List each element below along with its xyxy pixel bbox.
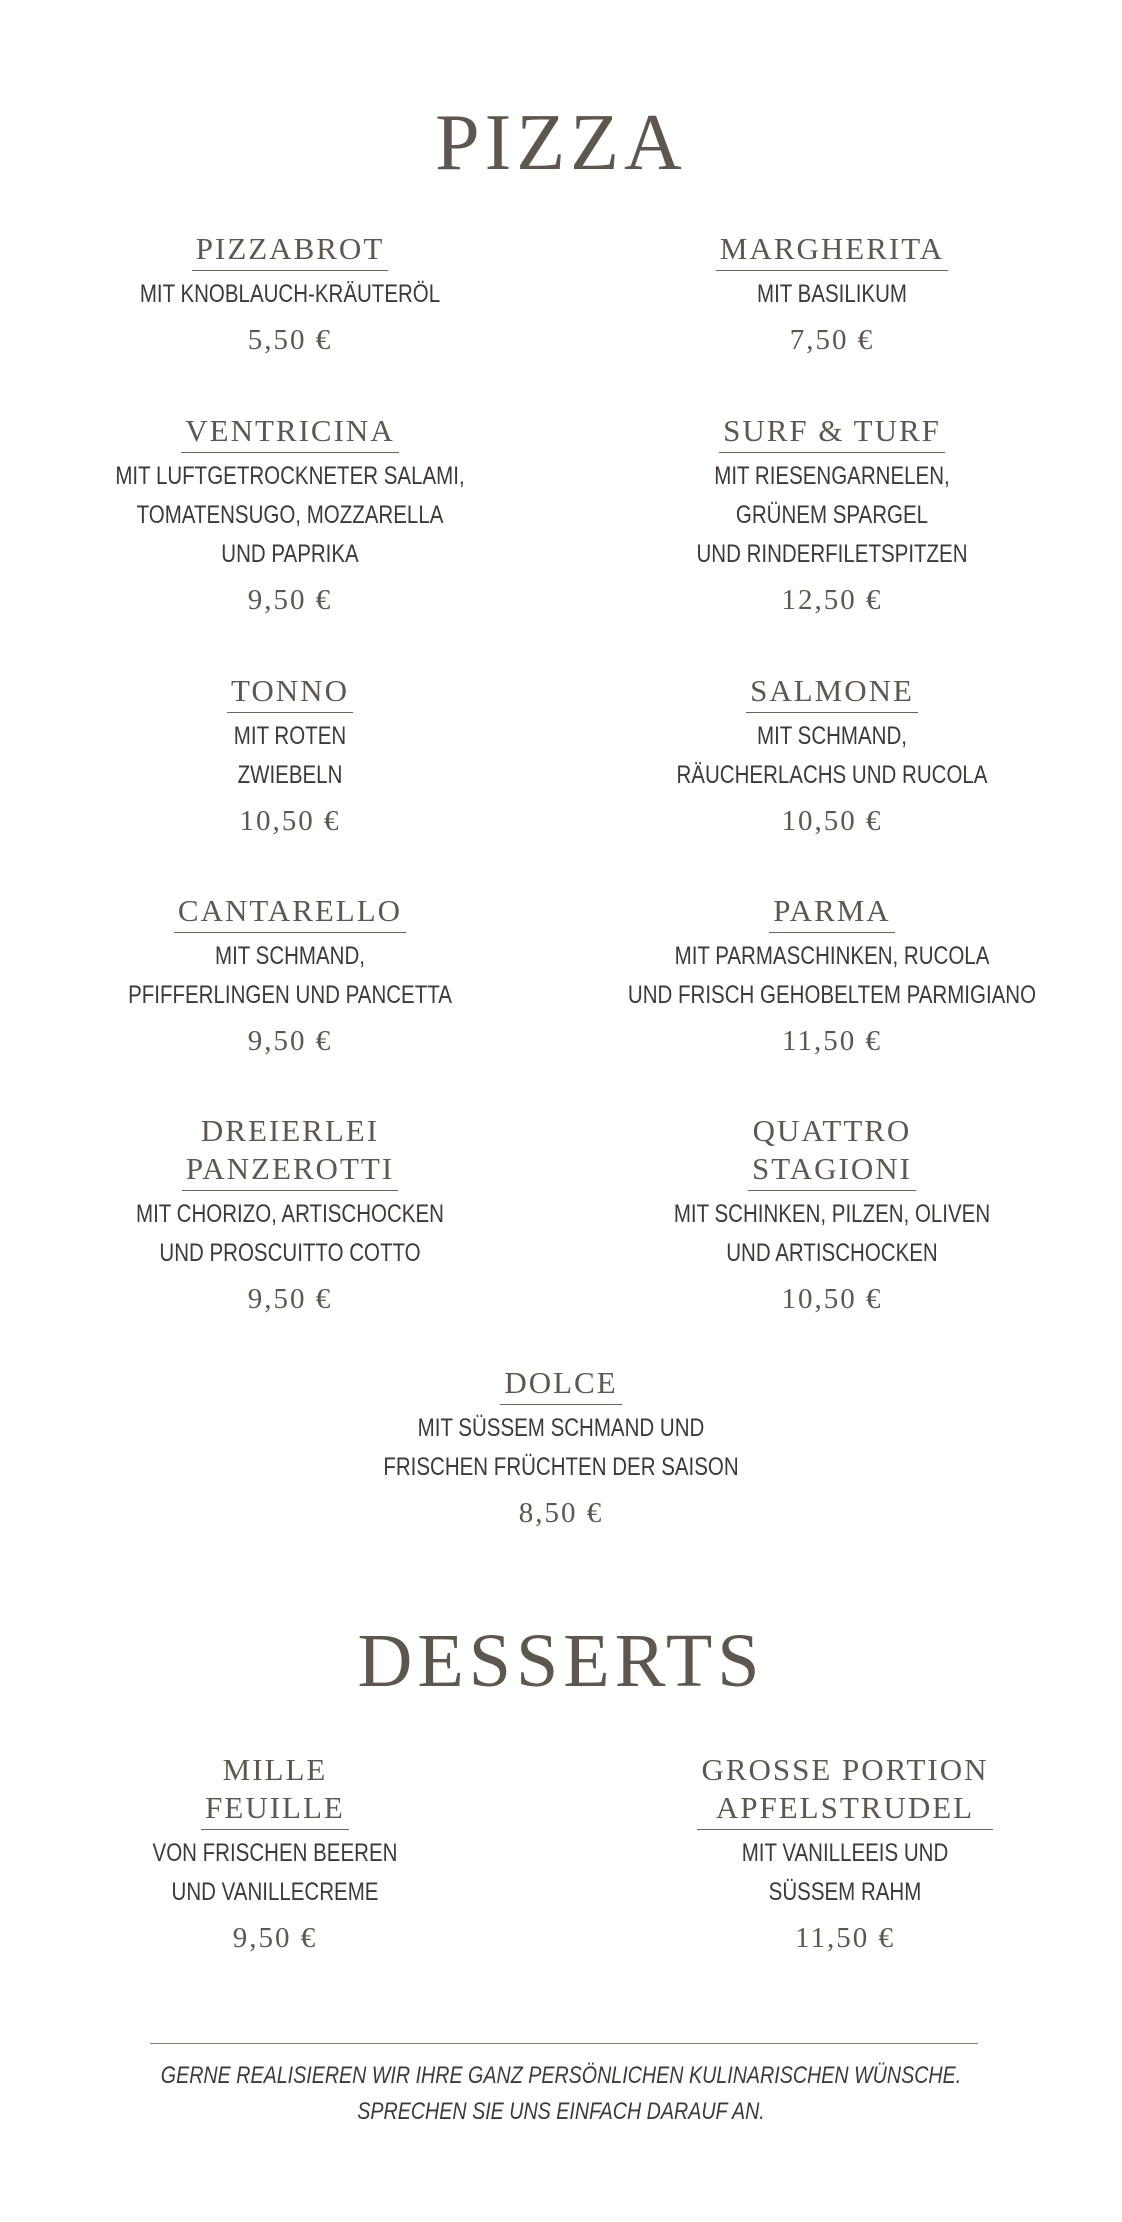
footer-divider bbox=[150, 2043, 978, 2044]
item-description: MIT BASILIKUM bbox=[756, 280, 907, 308]
item-price: 10,50 € bbox=[781, 805, 883, 837]
item-name: SALMONE bbox=[746, 672, 918, 713]
item-name: VENTRICINA bbox=[181, 412, 398, 453]
item-description: MIT KNOBLAUCH-KRÄUTERÖL bbox=[139, 280, 441, 308]
item-name: PIZZABROT bbox=[192, 230, 389, 271]
item-description: MIT SCHINKEN, PILZEN, OLIVEN UND ARTISCHOCKEN bbox=[673, 1200, 991, 1267]
item-price: 12,50 € bbox=[781, 584, 883, 616]
item-description: MIT CHORIZO, ARTISCHOCKEN UND PROSCUITTO COTTO bbox=[136, 1200, 444, 1267]
item-price: 5,50 € bbox=[247, 324, 333, 356]
item-description: MIT RIESENGARNELEN, GRÜNEM SPARGEL UND RINDERFILETSPITZEN bbox=[696, 462, 968, 568]
item-price: 10,50 € bbox=[239, 805, 341, 837]
item-name: MILLE FEUILLE bbox=[201, 1751, 349, 1830]
footer-line-2: SPRECHEN SIE UNS EINFACH DARAUF AN. bbox=[357, 2098, 765, 2125]
menu-item-margherita bbox=[562, 230, 1102, 357]
item-price: 11,50 € bbox=[795, 1922, 895, 1954]
menu-item-tonno bbox=[20, 672, 560, 838]
item-description: MIT SÜSSEM SCHMAND UND FRISCHEN FRÜCHTEN DER SAISON bbox=[383, 1414, 739, 1481]
item-description: MIT SCHMAND, PFIFFERLINGEN UND PANCETTA bbox=[128, 942, 452, 1009]
menu-item-dreierlei-panzerotti bbox=[20, 1112, 560, 1316]
footer-note bbox=[0, 2058, 1122, 2130]
menu-item-pizzabrot bbox=[20, 230, 560, 357]
menu-item-ventricina bbox=[20, 412, 560, 617]
item-description: MIT VANILLEEIS UND SÜSSEM RAHM bbox=[741, 1839, 949, 1906]
item-name: MARGHERITA bbox=[716, 230, 948, 271]
item-price: 9,50 € bbox=[232, 1922, 318, 1954]
menu-item-cantarello bbox=[20, 892, 560, 1058]
menu-item-surf-turf bbox=[562, 412, 1102, 617]
item-name: CANTARELLO bbox=[174, 892, 406, 933]
item-price: 8,50 € bbox=[518, 1497, 604, 1529]
item-price: 9,50 € bbox=[247, 1025, 333, 1057]
item-price: 11,50 € bbox=[782, 1025, 882, 1057]
item-name: TONNO bbox=[227, 672, 353, 713]
item-price: 7,50 € bbox=[789, 324, 875, 356]
desserts-heading: DESSERTS bbox=[357, 1619, 765, 1703]
item-description: MIT LUFTGETROCKNETER SALAMI, TOMATENSUGO, MOZZARELLA UND PAPRIKA bbox=[115, 462, 465, 568]
item-description: VON FRISCHEN BEEREN UND VANILLECREME bbox=[152, 1839, 398, 1906]
item-name: GROSSE PORTION APFELSTRUDEL bbox=[697, 1751, 992, 1830]
footer-line-1: GERNE REALISIEREN WIR IHRE GANZ PERSÖNLICHEN KULINARISCHEN WÜNSCHE. bbox=[160, 2062, 962, 2089]
item-price: 10,50 € bbox=[781, 1283, 883, 1315]
menu-item-apfelstrudel bbox=[575, 1751, 1115, 1955]
item-name: DOLCE bbox=[500, 1364, 621, 1405]
item-description: MIT PARMASCHINKEN, RUCOLA UND FRISCH GEHOBELTEM PARMIGIANO bbox=[627, 942, 1037, 1009]
menu-item-dolce bbox=[291, 1364, 831, 1530]
item-name: PARMA bbox=[769, 892, 894, 933]
item-price: 9,50 € bbox=[247, 584, 333, 616]
item-name: SURF & TURF bbox=[719, 412, 945, 453]
item-price: 9,50 € bbox=[247, 1283, 333, 1315]
menu-item-mille-feuille bbox=[5, 1751, 545, 1955]
menu-item-quattro-stagioni bbox=[562, 1112, 1102, 1316]
item-name: DREIERLEI PANZEROTTI bbox=[182, 1112, 398, 1191]
pizza-heading: PIZZA bbox=[435, 99, 687, 187]
item-name: QUATTRO STAGIONI bbox=[748, 1112, 916, 1191]
item-description: MIT ROTEN ZWIEBELN bbox=[233, 722, 347, 789]
menu-item-salmone bbox=[562, 672, 1102, 838]
menu-item-parma bbox=[562, 892, 1102, 1058]
item-description: MIT SCHMAND, RÄUCHERLACHS UND RUCOLA bbox=[676, 722, 988, 789]
